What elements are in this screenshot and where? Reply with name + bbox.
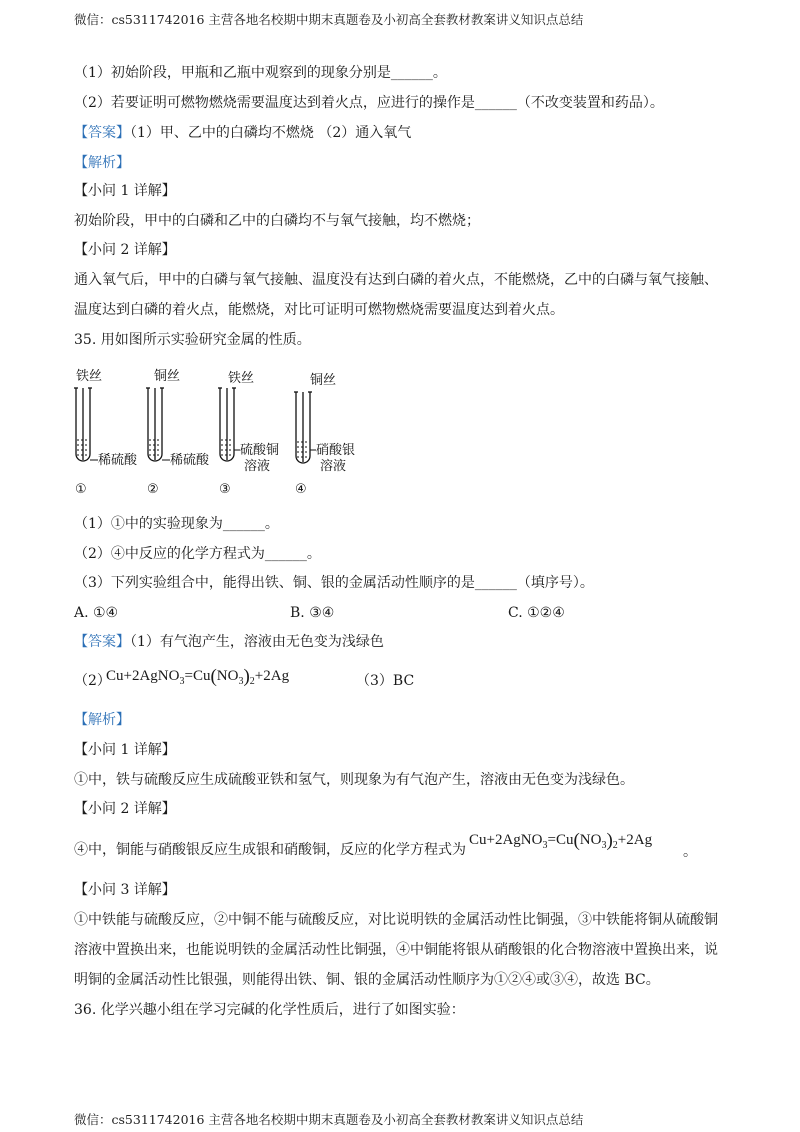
q34-sub1-title: 【小问 1 详解】	[74, 183, 176, 199]
equation-answer: $Cu+2AgNO_3=Cu(NO_3)_2+2Ag$	[106, 666, 290, 687]
q35-answer-3: （3）BC	[356, 673, 415, 689]
answer-tag: 【答案】	[74, 634, 130, 650]
liquid-label-1: 稀硫酸	[98, 453, 138, 468]
option-c: C. ①②④	[508, 605, 565, 621]
wire-label-4: 铜丝	[310, 373, 337, 388]
q35-answer-1: （1）有气泡产生，溶液由无色变为浅绿色	[130, 634, 384, 650]
q35-sub2-text: ④中，铜能与硝酸银反应生成银和硝酸铜，反应的化学方程式为	[74, 842, 466, 858]
q34-analysis-tag: 【解析】	[74, 155, 130, 171]
q35-answer-line-1	[74, 632, 384, 652]
liquid-label-4b: 溶液	[320, 459, 347, 474]
q35-sub1-title: 【小问 1 详解】	[74, 742, 176, 758]
test-tube-2	[146, 368, 210, 497]
liquid-label-2: 稀硫酸	[170, 453, 210, 468]
q34-question-2: （2）若要证明可燃物燃烧需要温度达到着火点，应进行的操作是______（不改变装置和药品）。	[74, 95, 664, 111]
tube-number-1: ①	[75, 482, 87, 497]
test-tube-1	[74, 368, 138, 497]
q36-stem: 36. 化学兴趣小组在学习完碱的化学性质后，进行了如图实验：	[74, 1002, 465, 1018]
wire-label-2: 铜丝	[154, 369, 181, 384]
q34-sub2-title: 【小问 2 详解】	[74, 242, 176, 258]
q35-answer-2-prefix: （2）	[74, 673, 111, 689]
q34-sub2-line2: 温度达到白磷的着火点，能燃烧，对比可证明可燃物燃烧需要温度达到着火点。	[74, 302, 564, 318]
tube-number-3: ③	[219, 482, 231, 497]
liquid-label-3: 硫酸铜	[240, 443, 280, 458]
q34-answer-line	[74, 123, 411, 143]
q35-stem: 35. 用如图所示实验研究金属的性质。	[74, 332, 311, 348]
q35-sub2-title: 【小问 2 详解】	[74, 801, 176, 817]
q35-sub3-line3: 明铜的金属活动性比银强，则能得出铁、铜、银的金属活动性顺序为①②④或③④，故选 BC。	[74, 972, 660, 988]
test-tube-3	[218, 370, 279, 497]
q35-question-2: （2）④中反应的化学方程式为______。	[74, 546, 321, 562]
q35-question-3: （3）下列实验组合中，能得出铁、铜、银的金属活动性顺序的是______（填序号）。	[74, 575, 594, 591]
wire-label-1: 铁丝	[76, 369, 103, 384]
test-tube-apparatus	[70, 366, 380, 500]
test-tube-4	[294, 372, 355, 497]
q35-sub3-title: 【小问 3 详解】	[74, 882, 176, 898]
page-header: 微信：cs5311742016 主营各地名校期中期末真题卷及小初高全套教材教案讲义知识点总结	[74, 12, 584, 27]
option-b: B. ③④	[290, 605, 335, 621]
liquid-label-3b: 溶液	[244, 459, 271, 474]
page-footer: 微信：cs5311742016 主营各地名校期中期末真题卷及小初高全套教材教案讲义知识点总结	[74, 1112, 584, 1127]
q35-sub1-text: ①中，铁与硫酸反应生成硫酸亚铁和氢气，则现象为有气泡产生，溶液由无色变为浅绿色。	[74, 772, 634, 788]
tube-number-4: ④	[295, 482, 307, 497]
q35-question-1: （1）①中的实验现象为______。	[74, 516, 279, 532]
tube-number-2: ②	[147, 482, 159, 497]
q34-sub1-text: 初始阶段，甲中的白磷和乙中的白磷均不与氧气接触，均不燃烧；	[74, 213, 480, 229]
answer-tag: 【答案】	[74, 125, 130, 141]
q34-question-1: （1）初始阶段，甲瓶和乙瓶中观察到的现象分别是______。	[74, 65, 447, 81]
equation-analysis: $Cu+2AgNO_3=Cu(NO_3)_2+2Ag$	[469, 830, 653, 851]
q34-sub2-line1: 通入氧气后，甲中的白磷与氧气接触、温度没有达到白磷的着火点，不能燃烧，乙中的白磷与氧气接触、	[74, 272, 718, 288]
q35-sub3-line2: 溶液中置换出来，也能说明铁的金属活动性比铜强，④中铜能将银从硝酸银的化合物溶液中置换出来，说	[74, 942, 718, 958]
wire-label-3: 铁丝	[228, 371, 255, 386]
q35-analysis-tag: 【解析】	[74, 712, 130, 728]
liquid-label-4: 硝酸银	[316, 443, 356, 458]
q35-sub3-line1: ①中铁能与硫酸反应，②中铜不能与硫酸反应，对比说明铁的金属活动性比铜强，③中铁能将铜从硫酸铜	[74, 912, 718, 928]
option-a: A. ①④	[74, 605, 119, 621]
q35-sub2-end: 。	[683, 844, 697, 860]
q34-answer: （1）甲、乙中的白磷均不燃烧 （2）通入氧气	[130, 125, 412, 141]
